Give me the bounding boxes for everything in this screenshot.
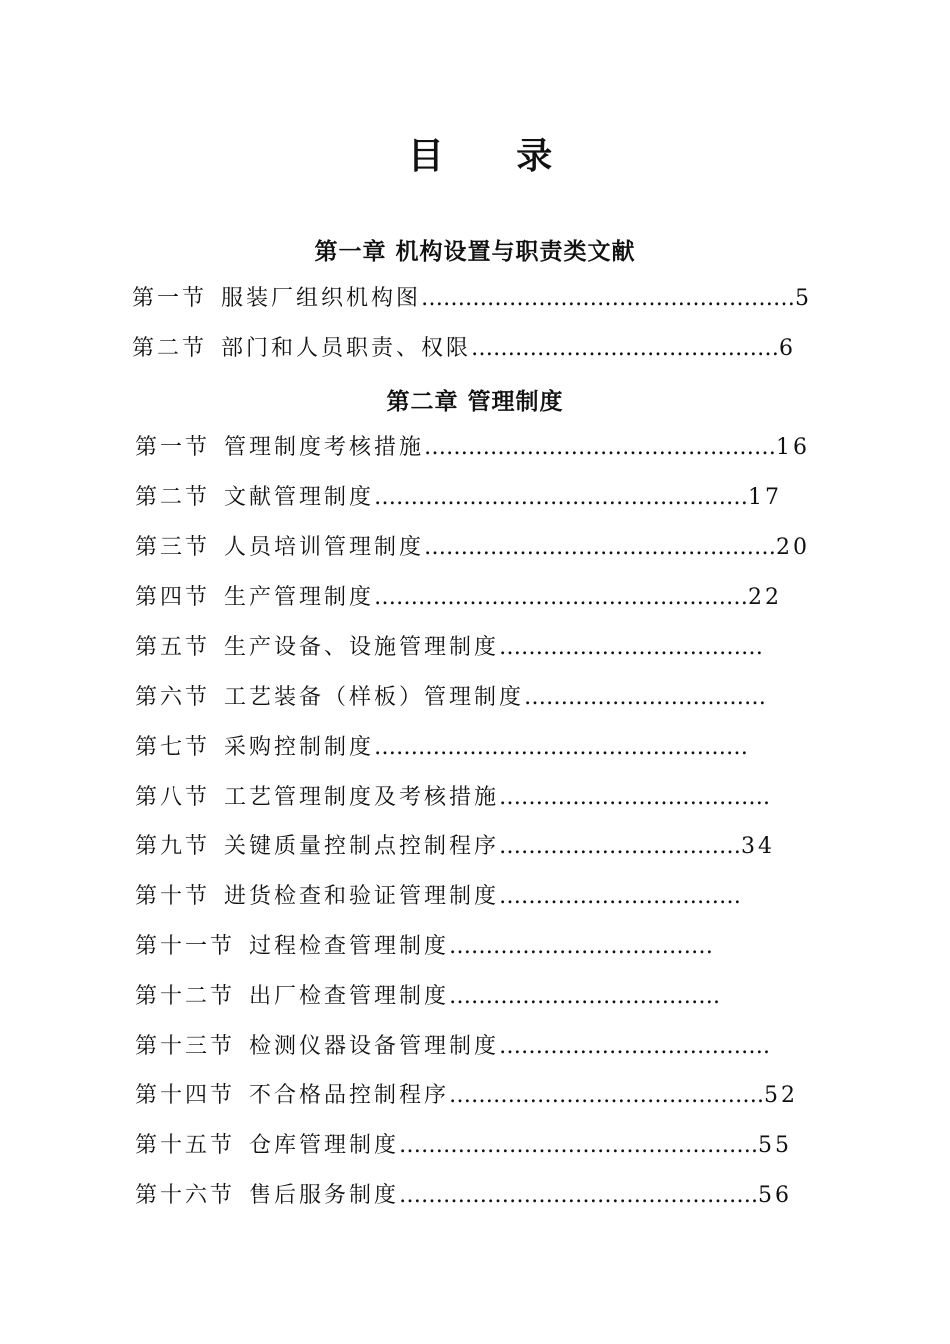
chapter-heading: 第二章 管理制度 — [386, 388, 564, 415]
page-number: 56 — [758, 1183, 793, 1208]
dot-leader: ………………………………. — [449, 984, 721, 1009]
toc-entry[interactable] — [135, 783, 770, 813]
page-title: 目 录 — [407, 135, 583, 177]
dot-leader: ……………………………… — [499, 635, 764, 660]
section-number: 第十六节 — [135, 1183, 236, 1208]
section-number: 第五节 — [135, 635, 211, 660]
page-number: 22 — [748, 585, 783, 610]
dot-leader: …………………………… — [524, 685, 767, 710]
toc-entry[interactable] — [132, 334, 796, 364]
page-number: 16 — [776, 435, 811, 460]
toc-entry[interactable] — [135, 882, 741, 912]
section-number: 第二节 — [135, 485, 211, 510]
section-title: 管理制度考核措施 — [224, 435, 425, 460]
page-number: 5 — [795, 286, 813, 311]
section-title: 生产设备、设施管理制度 — [224, 635, 500, 660]
toc-entry[interactable] — [135, 533, 810, 563]
section-title: 仓库管理制度 — [249, 1133, 400, 1158]
page-number: 6 — [779, 336, 797, 361]
dot-leader: ……………………………………. — [449, 1083, 765, 1108]
section-title: 采购控制制度 — [224, 735, 375, 760]
section-title: 工艺装备（样板）管理制度 — [224, 685, 525, 710]
section-number: 第十三节 — [135, 1034, 236, 1059]
page-number: 55 — [758, 1133, 793, 1158]
section-number: 第十节 — [135, 884, 211, 909]
section-title: 出厂检查管理制度 — [249, 984, 450, 1009]
dot-leader: …………………………………………… — [374, 735, 749, 760]
section-title: 文献管理制度 — [224, 485, 375, 510]
section-number: 第十五节 — [135, 1133, 236, 1158]
section-title: 进货检查和验证管理制度 — [224, 884, 500, 909]
dot-leader: …………………………………………… — [421, 286, 796, 311]
page-number: 52 — [764, 1083, 799, 1108]
dot-leader: ………………………………. — [499, 785, 771, 810]
dot-leader: …………………………………………… — [374, 485, 749, 510]
section-title: 过程检查管理制度 — [249, 934, 450, 959]
dot-leader: ………………………………………… — [424, 535, 777, 560]
section-title: 工艺管理制度及考核措施 — [224, 785, 500, 810]
toc-entry[interactable] — [135, 1131, 792, 1161]
toc-entry[interactable] — [135, 433, 810, 463]
section-number: 第十二节 — [135, 984, 236, 1009]
section-number: 第三节 — [135, 535, 211, 560]
section-number: 第七节 — [135, 735, 211, 760]
toc-entry[interactable] — [135, 683, 766, 713]
toc-entry[interactable] — [135, 1181, 792, 1211]
dot-leader: ………………………………………… — [424, 435, 777, 460]
section-number: 第十四节 — [135, 1083, 236, 1108]
toc-entry[interactable] — [135, 633, 763, 663]
section-number: 第二节 — [132, 336, 208, 361]
toc-entry[interactable] — [135, 733, 748, 763]
dot-leader: ……………………………… — [449, 934, 714, 959]
dot-leader: …………………………………………. — [399, 1133, 759, 1158]
dot-leader: …………………………… — [499, 884, 742, 909]
dot-leader: …………………………………………. — [399, 1183, 759, 1208]
page-number: 20 — [776, 535, 811, 560]
page-number: 34 — [741, 834, 776, 859]
toc-entry[interactable] — [135, 483, 782, 513]
toc-entry[interactable] — [135, 932, 713, 962]
toc-entry[interactable] — [135, 583, 782, 613]
section-title: 服装厂组织机构图 — [221, 286, 422, 311]
chapter-heading: 第一章 机构设置与职责类文献 — [314, 238, 636, 265]
dot-leader: ………………………………. — [499, 1034, 771, 1059]
toc-entry[interactable] — [132, 284, 812, 314]
section-title: 生产管理制度 — [224, 585, 375, 610]
section-number: 第九节 — [135, 834, 211, 859]
section-number: 第六节 — [135, 685, 211, 710]
toc-entry[interactable] — [135, 1081, 798, 1111]
section-title: 部门和人员职责、权限 — [221, 336, 472, 361]
section-number: 第十一节 — [135, 934, 236, 959]
section-number: 第八节 — [135, 785, 211, 810]
section-title: 检测仪器设备管理制度 — [249, 1034, 500, 1059]
section-title: 售后服务制度 — [249, 1183, 400, 1208]
section-number: 第四节 — [135, 585, 211, 610]
toc-entry[interactable] — [135, 1032, 770, 1062]
section-number: 第一节 — [132, 286, 208, 311]
dot-leader: …………………………………… — [471, 336, 780, 361]
toc-entry[interactable] — [135, 982, 720, 1012]
page-number: 17 — [748, 485, 783, 510]
dot-leader: …………………………… — [499, 834, 742, 859]
section-title: 不合格品控制程序 — [249, 1083, 450, 1108]
section-title: 人员培训管理制度 — [224, 535, 425, 560]
section-title: 关键质量控制点控制程序 — [224, 834, 500, 859]
section-number: 第一节 — [135, 435, 211, 460]
toc-entry[interactable] — [135, 832, 775, 862]
dot-leader: …………………………………………… — [374, 585, 749, 610]
